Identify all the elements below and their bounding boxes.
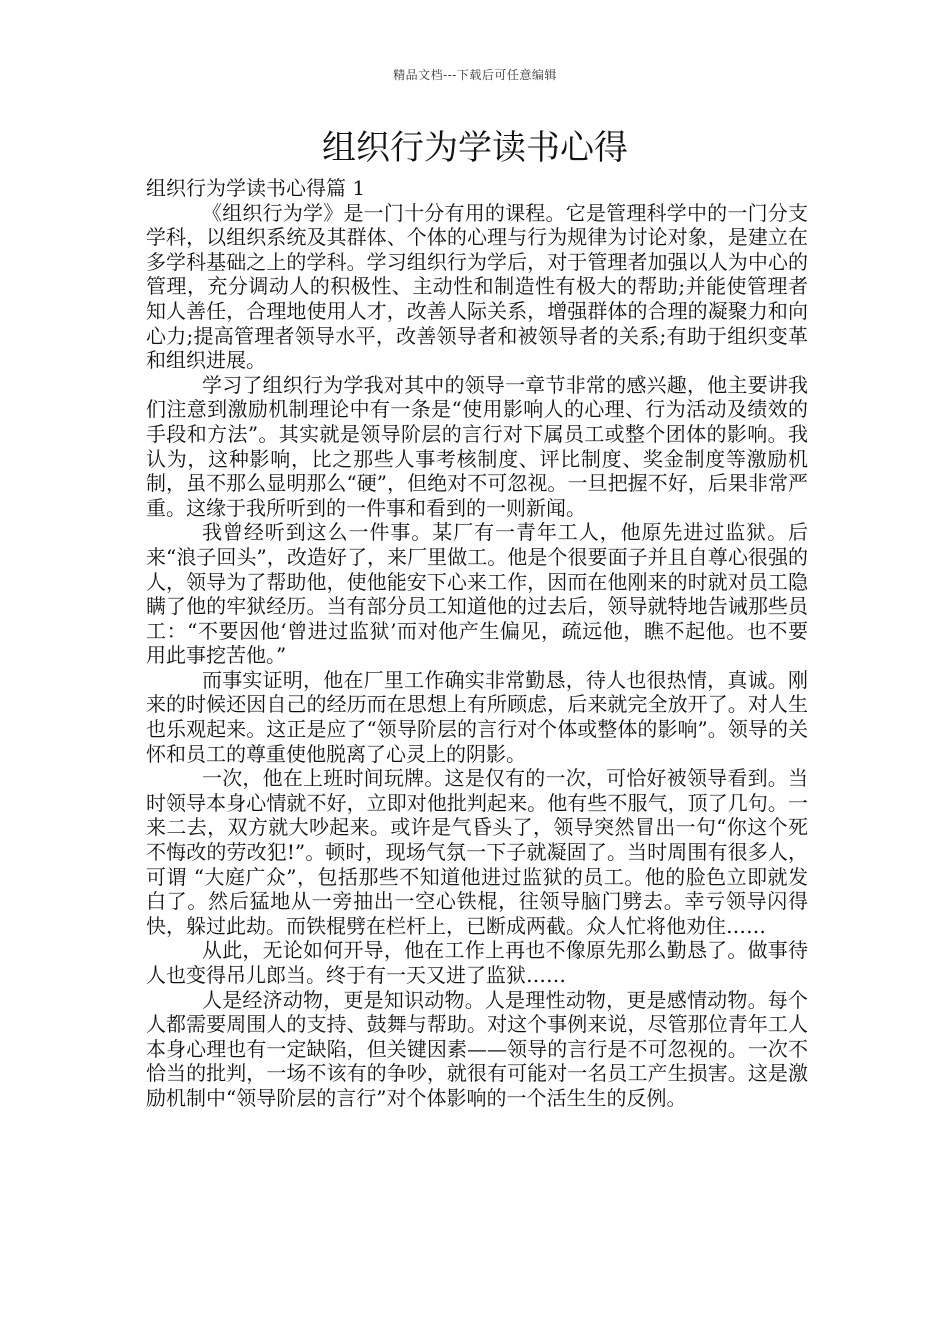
- paragraph-1: 《组织行为学》是一门十分有用的课程。它是管理科学中的一门分支学科，以组织系统及其群体、个体的心理与行为规律为讨论对象，是建立在多学科基础之上的学科。学习组织行为学后，对于管理者加强以人为中心的管理，充分调动人的积极性、主动性和制造性有极大的帮助;并能使管理者知人善任，合理地使用人才，改善人际关系，增强群体的合理的凝聚力和向心力;提高管理者领导水平，改善领导者和被领导者的关系;有助于组织变革和组织进展。: [146, 200, 808, 373]
- section-subtitle: 组织行为学读书心得篇 1: [146, 176, 366, 200]
- paragraph-4: 而事实证明，他在厂里工作确实非常勤恳，待人也很热情，真诚。刚来的时候还因自己的经历而在思想上有所顾虑，后来就完全放开了。对人生也乐观起来。这正是应了“领导阶层的言行对个体或整体的影响”。领导的关怀和员工的尊重使他脱离了心灵上的阴影。: [146, 667, 808, 766]
- document-body: [146, 176, 808, 1111]
- document-title: 组织行为学读书心得: [322, 128, 628, 168]
- paragraph-7: 人是经济动物，更是知识动物。人是理性动物，更是感情动物。每个人都需要周围人的支持、鼓舞与帮助。对这个事例来说，尽管那位青年工人本身心理也有一定缺陷，但关键因素——领导的言行是不可忽视的。一次不恰当的批判，一场不该有的争吵，就很有可能对一名员工产生损害。这是激励机制中“领导阶层的言行”对个体影响的一个活生生的反例。: [146, 987, 808, 1110]
- header-note: 精品文档---下载后可任意编辑: [393, 68, 557, 82]
- paragraph-5: 一次，他在上班时间玩牌。这是仅有的一次，可恰好被领导看到。当时领导本身心情就不好，立即对他批判起来。他有些不服气，顶了几句。一来二去，双方就大吵起来。或许是气昏头了，领导突然冒出一句“你这个死不悔改的劳改犯!”。顿时，现场气氛一下子就凝固了。当时周围有很多人，可谓 “大庭广众”，包括那些不知道他进过监狱的员工。他的脸色立即就发白了。然后猛地从一旁抽出一空心铁棍，往领导脑门劈去。幸亏领导闪得快，躲过此劫。而铁棍劈在栏杆上，已断成两截。众人忙将他劝住……: [146, 766, 808, 938]
- paragraph-2: 学习了组织行为学我对其中的领导一章节非常的感兴趣，他主要讲我们注意到激励机制理论中有一条是“使用影响人的心理、行为活动及绩效的手段和方法”。其实就是领导阶层的言行对下属员工或整个团体的影响。我认为，这种影响，比之那些人事考核制度、评比制度、奖金制度等激励机制，虽不那么显明那么“硬”，但绝对不可忽视。一旦把握不好，后果非常严重。这缘于我所听到的一件事和看到的一则新闻。: [146, 372, 808, 520]
- paragraph-6: 从此，无论如何开导，他在工作上再也不像原先那么勤恳了。做事待人也变得吊儿郎当。终于有一天又进了监狱……: [146, 938, 808, 987]
- paragraph-3: 我曾经听到这么一件事。某厂有一青年工人，他原先进过监狱。后来“浪子回头”，改造好了，来厂里做工。他是个很要面子并且自尊心很强的人，领导为了帮助他，使他能安下心来工作，因而在他刚来的时就对员工隐瞒了他的牢狱经历。当有部分员工知道他的过去后，领导就特地告诫那些员工：“不要因他‘曾进过监狱’而对他产生偏见，疏远他，瞧不起他。也不要用此事挖苦他。”: [146, 520, 808, 668]
